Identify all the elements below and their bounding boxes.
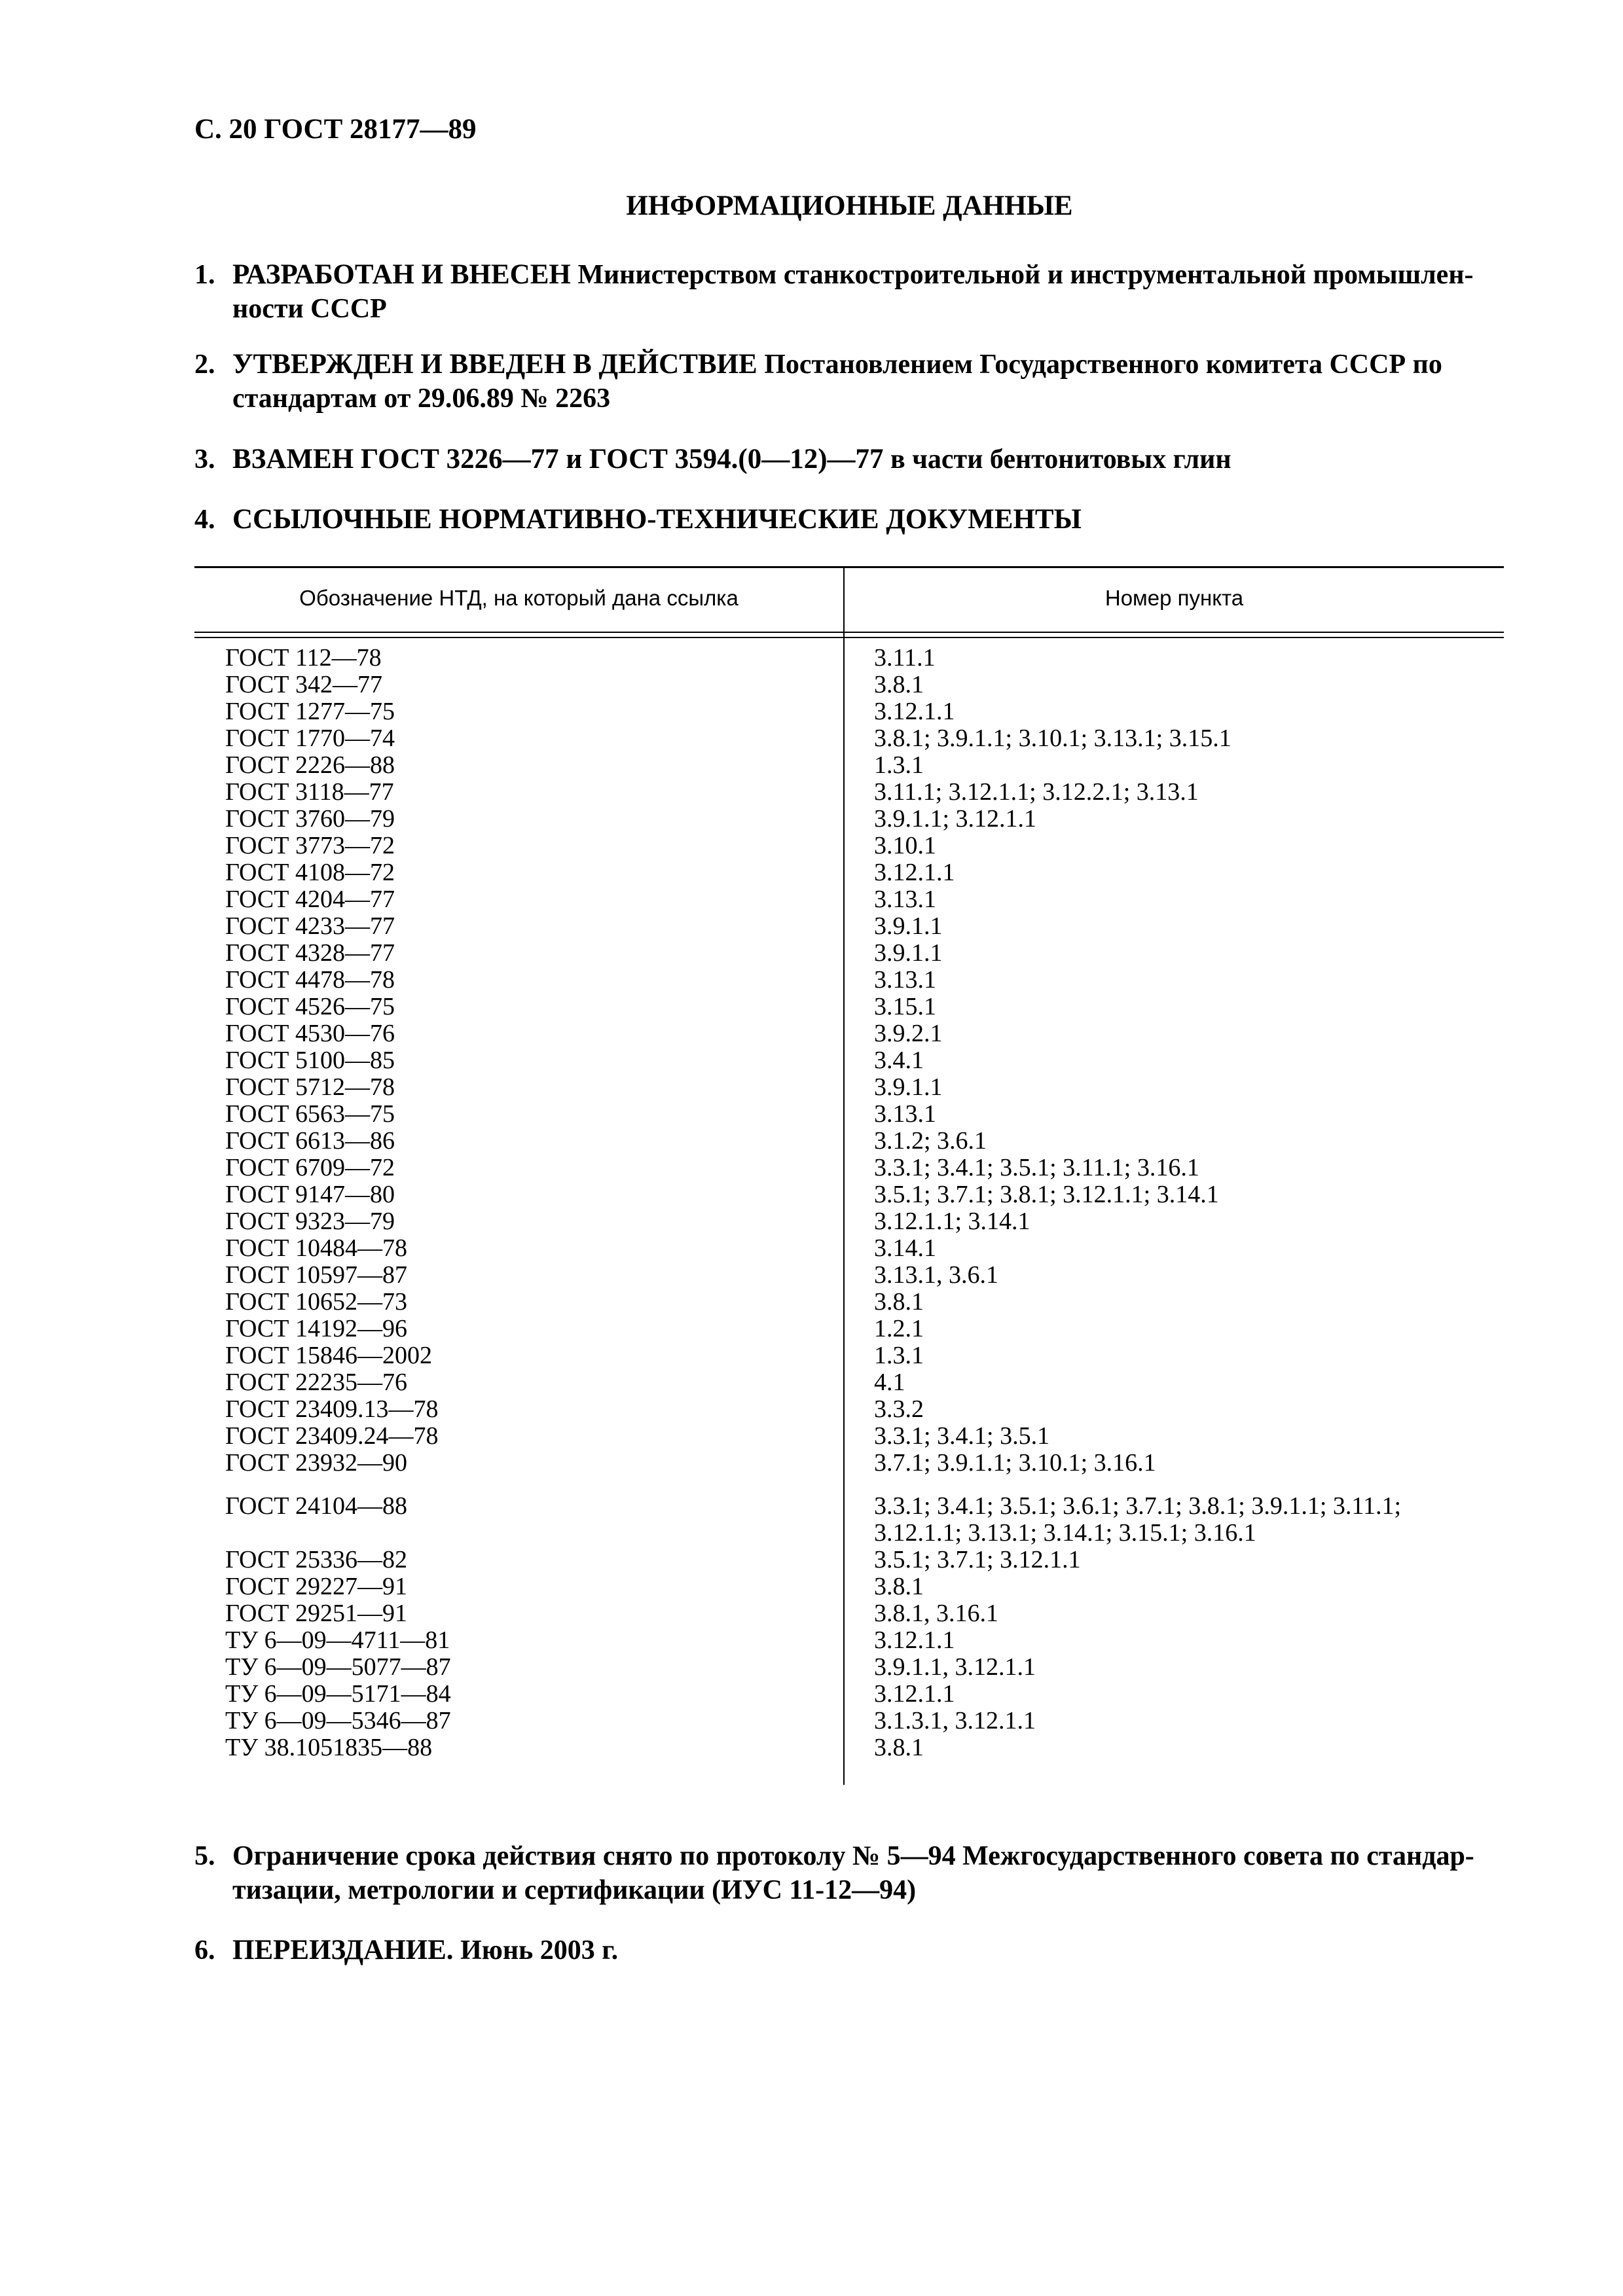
section-title: ИНФОРМАЦИОННЫЕ ДАННЫЕ <box>626 190 1073 221</box>
clause-cell: 3.13.1 <box>874 966 936 994</box>
clause-cell: 3.1.3.1, 3.12.1.1 <box>874 1707 1036 1734</box>
item-lead: УТВЕРЖДЕН И ВВЕДЕН В ДЕЙСТВИЕ <box>232 349 757 380</box>
document-cell: ГОСТ 10597—87 <box>225 1261 407 1289</box>
table-body <box>194 645 1504 1761</box>
item-text-continued: стандартам от 29.06.89 № 2263 <box>232 384 611 414</box>
table-row <box>194 1235 1504 1262</box>
table-row <box>194 913 1504 940</box>
document-cell: ГОСТ 1770—74 <box>225 725 395 752</box>
table-row <box>194 698 1504 725</box>
table-row <box>194 1101 1504 1128</box>
clause-cell: 3.8.1; 3.9.1.1; 3.10.1; 3.13.1; 3.15.1 <box>874 725 1231 752</box>
table-row <box>194 1369 1504 1396</box>
document-cell: ГОСТ 15846—2002 <box>225 1342 432 1369</box>
clause-cell: 3.15.1 <box>874 993 936 1020</box>
table-row <box>194 994 1504 1020</box>
table-row <box>194 725 1504 752</box>
document-cell: ГОСТ 2226—88 <box>225 751 395 779</box>
clause-cell: 3.13.1 <box>874 1100 936 1128</box>
document-cell: ТУ 38.1051835—88 <box>225 1734 433 1761</box>
item-text: Ограничение срока действия снято по протоколу № 5—94 Межгосударственного совета по стандар- <box>232 1841 1474 1871</box>
document-cell: ГОСТ 4478—78 <box>225 966 395 994</box>
document-cell: ГОСТ 5100—85 <box>225 1047 395 1074</box>
table-row <box>194 1627 1504 1654</box>
clause-cell <box>843 1493 1504 1547</box>
document-cell: ГОСТ 6563—75 <box>225 1100 395 1128</box>
table-row <box>194 1573 1504 1600</box>
document-cell: ГОСТ 4526—75 <box>225 993 395 1020</box>
table-row <box>194 1155 1504 1181</box>
item-text: Постановлением Государственного комитета СССР по <box>757 350 1442 380</box>
table-row <box>194 1316 1504 1342</box>
clause-cell: 3.10.1 <box>874 832 936 859</box>
table-row <box>194 1493 1504 1547</box>
document-cell: ГОСТ 4328—77 <box>225 939 395 967</box>
table-row <box>194 967 1504 994</box>
document-cell: ГОСТ 22235—76 <box>225 1369 407 1396</box>
table-row <box>194 779 1504 806</box>
document-cell: ТУ 6—09—5077—87 <box>225 1653 451 1681</box>
item-number: 3. <box>194 444 215 475</box>
clause-cell: 3.1.2; 3.6.1 <box>874 1127 987 1155</box>
document-cell: ТУ 6—09—4711—81 <box>225 1626 450 1654</box>
table-row <box>194 1450 1504 1477</box>
clause-cell: 4.1 <box>874 1369 905 1396</box>
clause-cell: 1.3.1 <box>874 1342 924 1369</box>
table-header-rule <box>194 632 1504 633</box>
table-row <box>194 672 1504 698</box>
clause-cell: 3.9.1.1, 3.12.1.1 <box>874 1653 1036 1681</box>
table-row <box>194 833 1504 859</box>
info-item-1 <box>194 258 1504 326</box>
item-text-continued: тизации, метрологии и сертификации (ИУС 11-12—94) <box>232 1875 917 1905</box>
document-cell: ГОСТ 1277—75 <box>225 698 395 725</box>
item-text: в части бентонитовых глин <box>883 444 1231 475</box>
column-header-document: Обозначение НТД, на который дана ссылка <box>299 586 739 610</box>
document-cell: ГОСТ 4108—72 <box>225 859 395 886</box>
clause-cell: 1.3.1 <box>874 751 924 779</box>
document-cell: ГОСТ 23409.13—78 <box>225 1395 439 1423</box>
clause-cell: 3.8.1 <box>874 671 924 698</box>
item-number: 6. <box>194 1935 215 1965</box>
document-cell: ГОСТ 4204—77 <box>225 886 395 913</box>
table-row <box>194 1262 1504 1289</box>
table-row <box>194 1074 1504 1101</box>
table-row <box>194 1342 1504 1369</box>
clause-cell: 3.12.1.1 <box>874 1680 955 1708</box>
document-cell: ГОСТ 29251—91 <box>225 1600 407 1627</box>
info-item-5 <box>194 1839 1504 1907</box>
clause-cell: 3.9.2.1 <box>874 1020 943 1047</box>
document-cell: ГОСТ 29227—91 <box>225 1573 407 1600</box>
table-row <box>194 1681 1504 1708</box>
clause-line: 3.3.1; 3.4.1; 3.5.1; 3.6.1; 3.7.1; 3.8.1; 3.9.1.1; 3.11.1; <box>874 1492 1402 1520</box>
table-row <box>194 1423 1504 1450</box>
info-item-2 <box>194 348 1504 416</box>
document-cell: ГОСТ 10484—78 <box>225 1234 407 1262</box>
table-top-rule <box>194 566 1504 568</box>
table-row <box>194 645 1504 672</box>
clause-cell: 3.12.1.1 <box>874 1626 955 1654</box>
document-cell: ГОСТ 3773—72 <box>225 832 395 859</box>
clause-cell: 1.2.1 <box>874 1315 924 1342</box>
clause-cell: 3.8.1, 3.16.1 <box>874 1600 998 1627</box>
info-item-6 <box>194 1933 1504 1967</box>
clause-cell: 3.5.1; 3.7.1; 3.12.1.1 <box>874 1546 1081 1573</box>
table-row <box>194 1396 1504 1423</box>
info-item-4 <box>194 503 1504 537</box>
document-cell: ГОСТ 23932—90 <box>225 1449 407 1477</box>
clause-cell: 3.12.1.1 <box>874 698 955 725</box>
table-row <box>194 1020 1504 1047</box>
clause-cell: 3.9.1.1 <box>874 912 943 940</box>
document-cell: ГОСТ 10652—73 <box>225 1288 407 1316</box>
item-number: 2. <box>194 350 215 380</box>
clause-cell: 3.8.1 <box>874 1288 924 1316</box>
table-row <box>194 1654 1504 1681</box>
clause-cell: 3.13.1, 3.6.1 <box>874 1261 998 1289</box>
clause-cell: 3.14.1 <box>874 1234 936 1262</box>
table-row <box>194 1289 1504 1316</box>
table-header-rule <box>194 637 1504 638</box>
document-cell: ГОСТ 25336—82 <box>225 1546 407 1573</box>
clause-cell: 3.4.1 <box>874 1047 924 1074</box>
document-cell: ГОСТ 14192—96 <box>225 1315 407 1342</box>
clause-cell: 3.11.1 <box>874 644 936 672</box>
item-number: 4. <box>194 505 215 535</box>
table-row <box>194 806 1504 833</box>
table-row <box>194 859 1504 886</box>
clause-cell: 3.12.1.1 <box>874 859 955 886</box>
clause-line-continued: 3.12.1.1; 3.13.1; 3.14.1; 3.15.1; 3.16.1 <box>874 1519 1256 1547</box>
clause-cell: 3.3.1; 3.4.1; 3.5.1; 3.11.1; 3.16.1 <box>874 1154 1199 1181</box>
clause-cell: 3.8.1 <box>874 1573 924 1600</box>
document-cell: ГОСТ 3760—79 <box>225 805 395 833</box>
table-row <box>194 1128 1504 1155</box>
clause-cell: 3.9.1.1 <box>874 939 943 967</box>
clause-cell: 3.8.1 <box>874 1734 924 1761</box>
info-item-3 <box>194 442 1504 476</box>
clause-cell: 3.5.1; 3.7.1; 3.8.1; 3.12.1.1; 3.14.1 <box>874 1181 1219 1208</box>
document-cell: ТУ 6—09—5171—84 <box>225 1680 451 1708</box>
clause-cell: 3.12.1.1; 3.14.1 <box>874 1208 1030 1235</box>
document-cell: ГОСТ 23409.24—78 <box>225 1422 439 1450</box>
table-row <box>194 1047 1504 1074</box>
table-row <box>194 886 1504 913</box>
clause-cell: 3.3.2 <box>874 1395 924 1423</box>
clause-cell: 3.13.1 <box>874 886 936 913</box>
clause-cell: 3.11.1; 3.12.1.1; 3.12.2.1; 3.13.1 <box>874 778 1199 806</box>
table-row <box>194 1708 1504 1734</box>
table-row <box>194 752 1504 779</box>
clause-cell: 3.9.1.1; 3.12.1.1 <box>874 805 1037 833</box>
document-cell: ГОСТ 4530—76 <box>225 1020 395 1047</box>
item-text-continued: ности СССР <box>232 294 387 324</box>
clause-cell: 3.7.1; 3.9.1.1; 3.10.1; 3.16.1 <box>874 1449 1156 1477</box>
column-header-clause: Номер пункта <box>1104 586 1244 610</box>
document-cell: ГОСТ 9147—80 <box>225 1181 395 1208</box>
item-number: 1. <box>194 260 215 290</box>
clause-cell: 3.9.1.1 <box>874 1073 943 1101</box>
document-cell: ГОСТ 6709—72 <box>225 1154 395 1181</box>
document-cell: ГОСТ 5712—78 <box>225 1073 395 1101</box>
document-cell: ГОСТ 342—77 <box>225 671 382 698</box>
table-row <box>194 940 1504 967</box>
item-number: 5. <box>194 1841 215 1871</box>
item-lead: ПЕРЕИЗДАНИЕ. <box>232 1935 454 1965</box>
document-cell: ГОСТ 112—78 <box>225 644 382 672</box>
table-row <box>194 1734 1504 1761</box>
clause-cell: 3.3.1; 3.4.1; 3.5.1 <box>874 1422 1050 1450</box>
item-text: Июнь 2003 г. <box>453 1935 619 1965</box>
table-row <box>194 1547 1504 1573</box>
item-lead: ВЗАМЕН ГОСТ 3226—77 и ГОСТ 3594.(0—12)—77 <box>232 444 884 475</box>
page-running-header: С. 20 ГОСТ 28177—89 <box>194 114 477 145</box>
document-cell: ГОСТ 9323—79 <box>225 1208 395 1235</box>
table-row <box>194 1208 1504 1235</box>
document-cell: ГОСТ 3118—77 <box>225 778 394 806</box>
document-cell: ГОСТ 6613—86 <box>225 1127 395 1155</box>
document-cell: ТУ 6—09—5346—87 <box>225 1707 451 1734</box>
item-text: Министерством станкостроительной и инструментальной промышлен- <box>570 260 1474 290</box>
item-lead: РАЗРАБОТАН И ВНЕСЕН <box>232 259 571 290</box>
table-row <box>194 1600 1504 1627</box>
item-lead: ССЫЛОЧНЫЕ НОРМАТИВНО-ТЕХНИЧЕСКИЕ ДОКУМЕНТЫ <box>232 504 1082 535</box>
document-cell: ГОСТ 24104—88 <box>225 1492 407 1520</box>
reference-documents-table <box>194 566 1504 1785</box>
table-row <box>194 1181 1504 1208</box>
document-cell: ГОСТ 4233—77 <box>225 912 395 940</box>
